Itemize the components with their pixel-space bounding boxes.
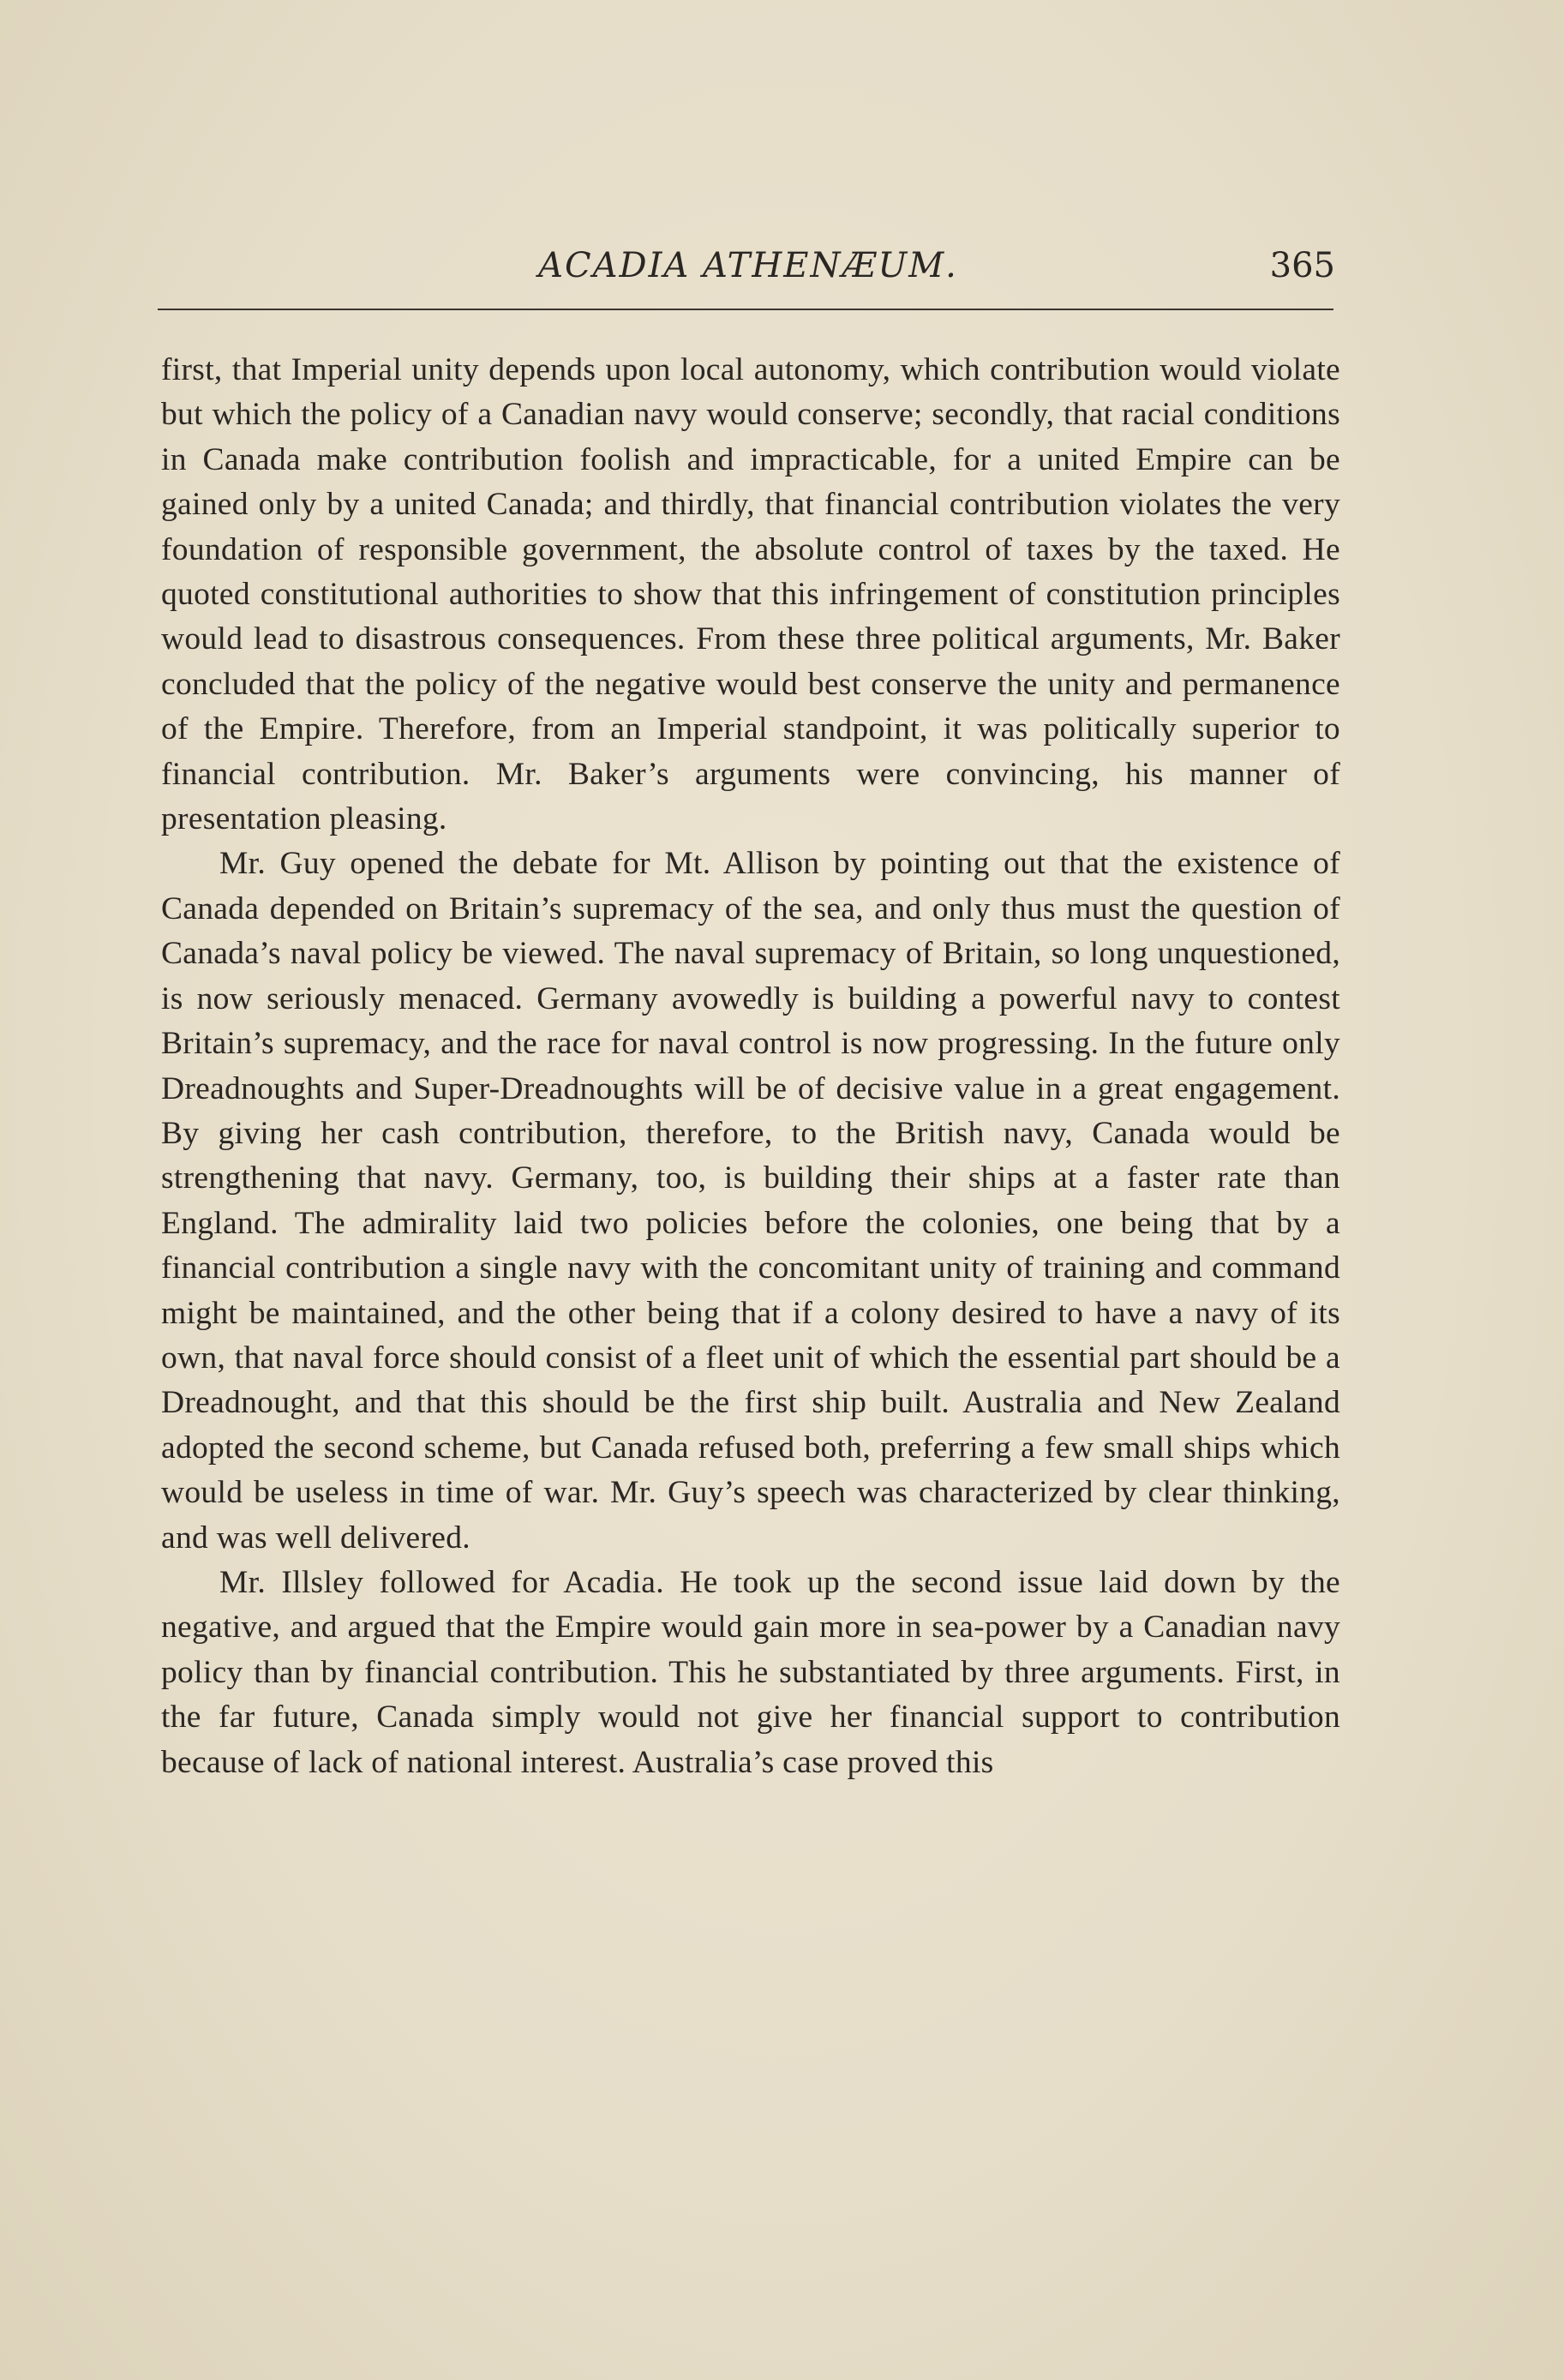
page-number: 365 xyxy=(1269,246,1335,285)
header-rule xyxy=(158,309,1333,310)
paragraph-continued: first, that Imperial unity depends upon local autonomy, which contribution would violate but which the policy of a Canadian navy would conserve; secondly, that racial conditions in Canada make contribution foolish and impracticable, for a united Empire can be gained only by a united Canada; and thirdly, that financial contribution violates the very foundation of responsible government, the absolute control of taxes by the taxed. He quoted constitutional authorities to show that this infringement of constitution principles would lead to disastrous consequences. From these three political arguments, Mr. Baker concluded that the policy of the negative would best conserve the unity and permanence of the Empire. Therefore, from an Imperial standpoint, it was politically superior to financial contribution. Mr. Baker’s arguments were convincing, his manner of presentation pleasing. xyxy=(161,352,1340,837)
running-header xyxy=(161,243,1335,294)
paragraph-illsley: Mr. Illsley followed for Acadia. He took up the second issue laid down by the negative, and argued that the Empire would gain more in sea-power by a Canadian navy policy than by financial contribution. This he substantiated by three arguments. First, in the far future, Canada simply would not give her financial support to contribution because of lack of national interest. Australia’s case proved this xyxy=(161,1564,1340,1780)
journal-title: ACADIA ATHENÆUM. xyxy=(538,246,958,285)
paragraph-guy: Mr. Guy opened the debate for Mt. Allison by pointing out that the existence of Canada depended on Britain’s supremacy of the sea, and only thus must the question of Canada’s naval policy be viewed. The naval supremacy of Britain, so long unquestioned, is now seriously menaced. Germany avowedly is building a powerful navy to contest Britain’s supremacy, and the race for naval control is now progressing. In the future only Dreadnoughts and Super-Dreadnoughts will be of decisive value in a great engagement. By giving her cash contribution, therefore, to the British navy, Canada would be strengthening that navy. Germany, too, is building their ships at a faster rate than England. The admirality laid two policies before the colonies, one being that by a financial contribution a single navy with the concomitant unity of training and command might be maintained, and the other being that if a colony desired to have a navy of its own, that naval force should consist of a fleet unit of which the essential part should be a Dreadnought, and that this should be the first ship built. Australia and New Zealand adopted the second scheme, but Canada refused both, preferring a few small ships which would be useless in time of war. Mr. Guy’s speech was characterized by clear thinking, and was well delivered. xyxy=(161,846,1340,1556)
body-text xyxy=(161,348,1340,1785)
